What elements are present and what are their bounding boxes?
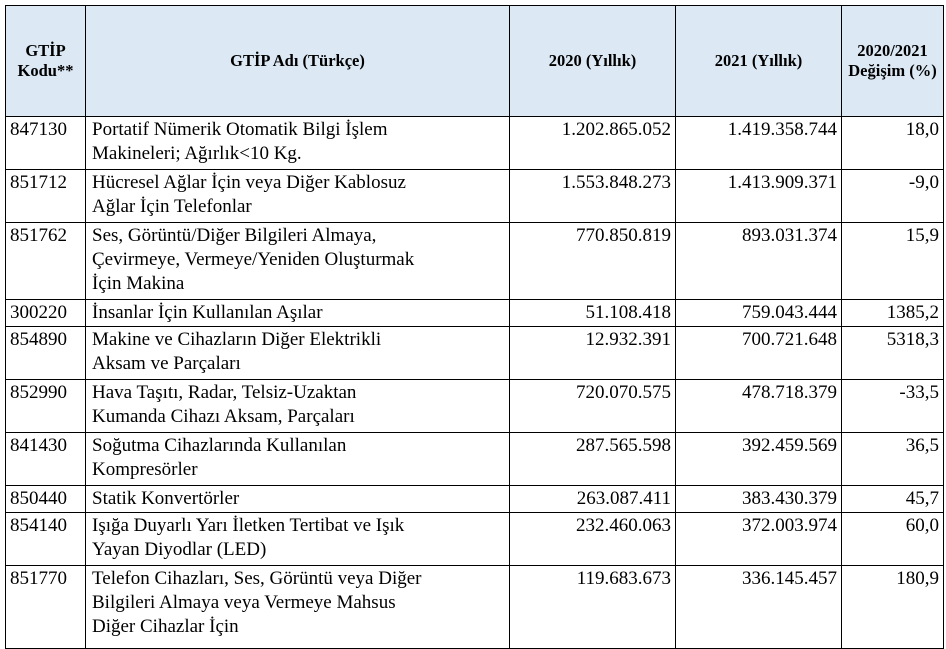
- change-cell: -33,5: [842, 380, 944, 433]
- value-2020-cell: 287.565.598: [510, 433, 676, 486]
- gtip-name-cell: Portatif Nümerik Otomatik Bilgi İşlem Makineleri; Ağırlık<10 Kg.: [86, 117, 510, 170]
- gtip-code-cell: 847130: [6, 117, 86, 170]
- gtip-name-cell: Hücresel Ağlar İçin veya Diğer Kablosuz Ağlar İçin Telefonlar: [86, 170, 510, 223]
- value-2020-cell: 232.460.063: [510, 513, 676, 566]
- value-2020-cell: 1.553.848.273: [510, 170, 676, 223]
- change-cell: 15,9: [842, 223, 944, 300]
- value-2020-cell: 720.070.575: [510, 380, 676, 433]
- table-row: [6, 327, 944, 380]
- value-2021-cell: 759.043.444: [676, 300, 842, 327]
- change-cell: 18,0: [842, 117, 944, 170]
- header-2020: 2020 (Yıllık): [510, 6, 676, 117]
- value-2020-cell: 119.683.673: [510, 566, 676, 649]
- gtip-name-cell: Statik Konvertörler: [86, 486, 510, 513]
- value-2021-cell: 1.419.358.744: [676, 117, 842, 170]
- value-2021-cell: 1.413.909.371: [676, 170, 842, 223]
- table-row: [6, 170, 944, 223]
- gtip-name-cell: Soğutma Cihazlarında Kullanılan Kompresörler: [86, 433, 510, 486]
- value-2021-cell: 372.003.974: [676, 513, 842, 566]
- gtip-code-cell: 854140: [6, 513, 86, 566]
- value-2021-cell: 336.145.457: [676, 566, 842, 649]
- gtip-code-cell: 850440: [6, 486, 86, 513]
- gtip-name-cell: Telefon Cihazları, Ses, Görüntü veya Diğer Bilgileri Almaya veya Vermeye Mahsus Diğer Cihazlar İçin: [86, 566, 510, 649]
- change-cell: 45,7: [842, 486, 944, 513]
- value-2021-cell: 478.718.379: [676, 380, 842, 433]
- table-row: [6, 486, 944, 513]
- value-2021-cell: 700.721.648: [676, 327, 842, 380]
- value-2021-cell: 392.459.569: [676, 433, 842, 486]
- change-cell: 60,0: [842, 513, 944, 566]
- value-2021-cell: 383.430.379: [676, 486, 842, 513]
- gtip-code-cell: 851770: [6, 566, 86, 649]
- gtip-name-cell: Hava Taşıtı, Radar, Telsiz-Uzaktan Kumanda Cihazı Aksam, Parçaları: [86, 380, 510, 433]
- value-2021-cell: 893.031.374: [676, 223, 842, 300]
- table-row: [6, 223, 944, 300]
- table-row: [6, 300, 944, 327]
- table-row: [6, 566, 944, 649]
- change-cell: 180,9: [842, 566, 944, 649]
- gtip-code-cell: 854890: [6, 327, 86, 380]
- gtip-code-cell: 851712: [6, 170, 86, 223]
- gtip-name-cell: Işığa Duyarlı Yarı İletken Tertibat ve Işık Yayan Diyodlar (LED): [86, 513, 510, 566]
- change-cell: 5318,3: [842, 327, 944, 380]
- change-cell: -9,0: [842, 170, 944, 223]
- change-cell: 36,5: [842, 433, 944, 486]
- gtip-code-cell: 300220: [6, 300, 86, 327]
- gtip-code-cell: 841430: [6, 433, 86, 486]
- import-table: [5, 5, 944, 649]
- header-gtip-code: GTİP Kodu**: [6, 6, 86, 117]
- value-2020-cell: 770.850.819: [510, 223, 676, 300]
- gtip-name-cell: İnsanlar İçin Kullanılan Aşılar: [86, 300, 510, 327]
- change-cell: 1385,2: [842, 300, 944, 327]
- gtip-code-cell: 851762: [6, 223, 86, 300]
- table-row: [6, 117, 944, 170]
- gtip-name-cell: Ses, Görüntü/Diğer Bilgileri Almaya, Çevirmeye, Vermeye/Yeniden Oluşturmak İçin Makina: [86, 223, 510, 300]
- value-2020-cell: 1.202.865.052: [510, 117, 676, 170]
- table-row: [6, 433, 944, 486]
- gtip-code-cell: 852990: [6, 380, 86, 433]
- value-2020-cell: 12.932.391: [510, 327, 676, 380]
- header-gtip-name: GTİP Adı (Türkçe): [86, 6, 510, 117]
- header-2021: 2021 (Yıllık): [676, 6, 842, 117]
- gtip-name-cell: Makine ve Cihazların Diğer Elektrikli Aksam ve Parçaları: [86, 327, 510, 380]
- value-2020-cell: 51.108.418: [510, 300, 676, 327]
- header-row: [6, 6, 944, 117]
- value-2020-cell: 263.087.411: [510, 486, 676, 513]
- header-change: 2020/2021 Değişim (%): [842, 6, 944, 117]
- table-row: [6, 513, 944, 566]
- table-row: [6, 380, 944, 433]
